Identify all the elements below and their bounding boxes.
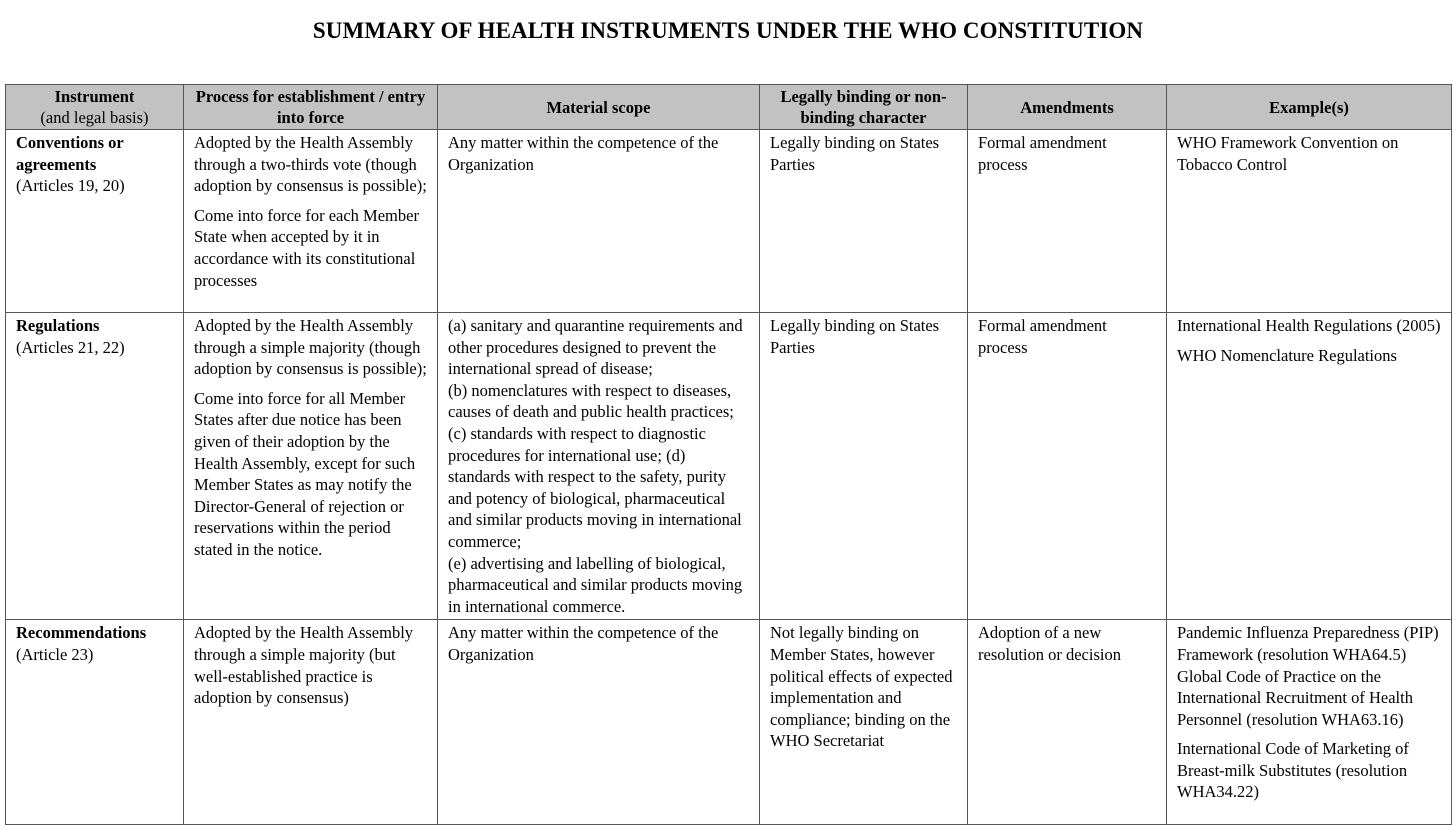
header-scope: Material scope	[438, 85, 760, 130]
instrument-legal-basis: (Articles 19, 20)	[16, 176, 125, 196]
table-header	[6, 85, 1452, 130]
example-item: International Health Regulations (2005)	[1177, 316, 1441, 335]
process-paragraph: Come into force for all Member States after due notice has been given of their adoption by the Health Assembly, except for such Member States as may notify the Director-General of rejection or reservations within the period stated in the notice.	[194, 388, 416, 559]
cell-process	[184, 130, 438, 313]
example-item: WHO Nomenclature Regulations	[1177, 345, 1397, 365]
scope-paragraph: Any matter within the competence of the Organization	[448, 133, 719, 174]
cell-binding: Not legally binding on Member States, however political effects of expected implementation and compliance; binding on the WHO Secretariat	[760, 620, 968, 825]
instrument-name: Conventions or agreements	[16, 133, 124, 174]
cell-amendments: Formal amendment process	[968, 313, 1167, 620]
example-item: WHO Framework Convention on Tobacco Control	[1177, 133, 1399, 174]
cell-binding: Legally binding on States Parties	[760, 313, 968, 620]
header-instrument	[6, 85, 184, 130]
cell-amendments: Formal amendment process	[968, 130, 1167, 313]
example-item: Global Code of Practice on the International Recruitment of Health Personnel (resolution WHA63.16)	[1177, 666, 1413, 729]
scope-paragraph: (a) sanitary and quarantine requirements and other procedures designed to prevent the international spread of disease;	[448, 316, 743, 379]
header-binding: Legally binding or non-binding character	[760, 85, 968, 130]
header-amendments: Amendments	[968, 85, 1167, 130]
scope-paragraph: (b) nomenclatures with respect to diseases, causes of death and public health practices; (c) standards with respect to diagnostic procedures for international use; (d) standards with respect to the safety, purity and potency of biological, pharmaceutical and similar products moving in international commerce;	[448, 380, 742, 551]
cell-process	[184, 620, 438, 825]
cell-amendments: Adoption of a new resolution or decision	[968, 620, 1167, 825]
document-title: SUMMARY OF HEALTH INSTRUMENTS UNDER THE WHO CONSTITUTION	[312, 18, 1144, 43]
header-examples: Example(s)	[1167, 85, 1452, 130]
header-row	[6, 85, 1452, 130]
header-instrument-label: Instrument	[54, 87, 135, 106]
cell-binding: Legally binding on States Parties	[760, 130, 968, 313]
process-paragraph: Come into force for each Member State when accepted by it in accordance with its constitutional processes	[194, 205, 419, 290]
scope-paragraph: Any matter within the competence of the Organization	[448, 623, 719, 664]
table-row-regulations	[6, 313, 1452, 620]
cell-instrument	[6, 620, 184, 825]
process-paragraph: Adopted by the Health Assembly through a simple majority (though adoption by consensus is possible);	[194, 316, 427, 379]
example-item: Pandemic Influenza Preparedness (PIP) Framework (resolution WHA64.5)	[1177, 623, 1439, 664]
header-instrument-sublabel: (and legal basis)	[40, 108, 149, 127]
cell-instrument	[6, 130, 184, 313]
cell-process	[184, 313, 438, 620]
instruments-table	[5, 84, 1452, 825]
scope-paragraph: (e) advertising and labelling of biological, pharmaceutical and similar products moving in international commerce.	[448, 553, 743, 616]
process-paragraph: Adopted by the Health Assembly through a two-thirds vote (though adoption by consensus is possible);	[194, 133, 427, 196]
cell-scope	[438, 620, 760, 825]
process-paragraph: Adopted by the Health Assembly through a simple majority (but well-established practice is adoption by consensus)	[194, 623, 414, 708]
instrument-name: Recommendations	[16, 623, 147, 643]
cell-scope	[438, 130, 760, 313]
table-body	[6, 130, 1452, 825]
cell-instrument	[6, 313, 184, 620]
instrument-legal-basis: (Articles 21, 22)	[16, 337, 125, 357]
header-process: Process for establishment / entry into force	[184, 85, 438, 130]
cell-examples	[1167, 313, 1452, 620]
table-row-conventions	[6, 130, 1452, 313]
cell-examples	[1167, 620, 1452, 825]
cell-scope	[438, 313, 760, 620]
table-row-recommendations	[6, 620, 1452, 825]
cell-examples	[1167, 130, 1452, 313]
example-item: International Code of Marketing of Breast-milk Substitutes (resolution WHA34.22)	[1177, 739, 1409, 802]
instrument-legal-basis: (Article 23)	[16, 644, 94, 664]
instrument-name: Regulations	[16, 316, 100, 335]
